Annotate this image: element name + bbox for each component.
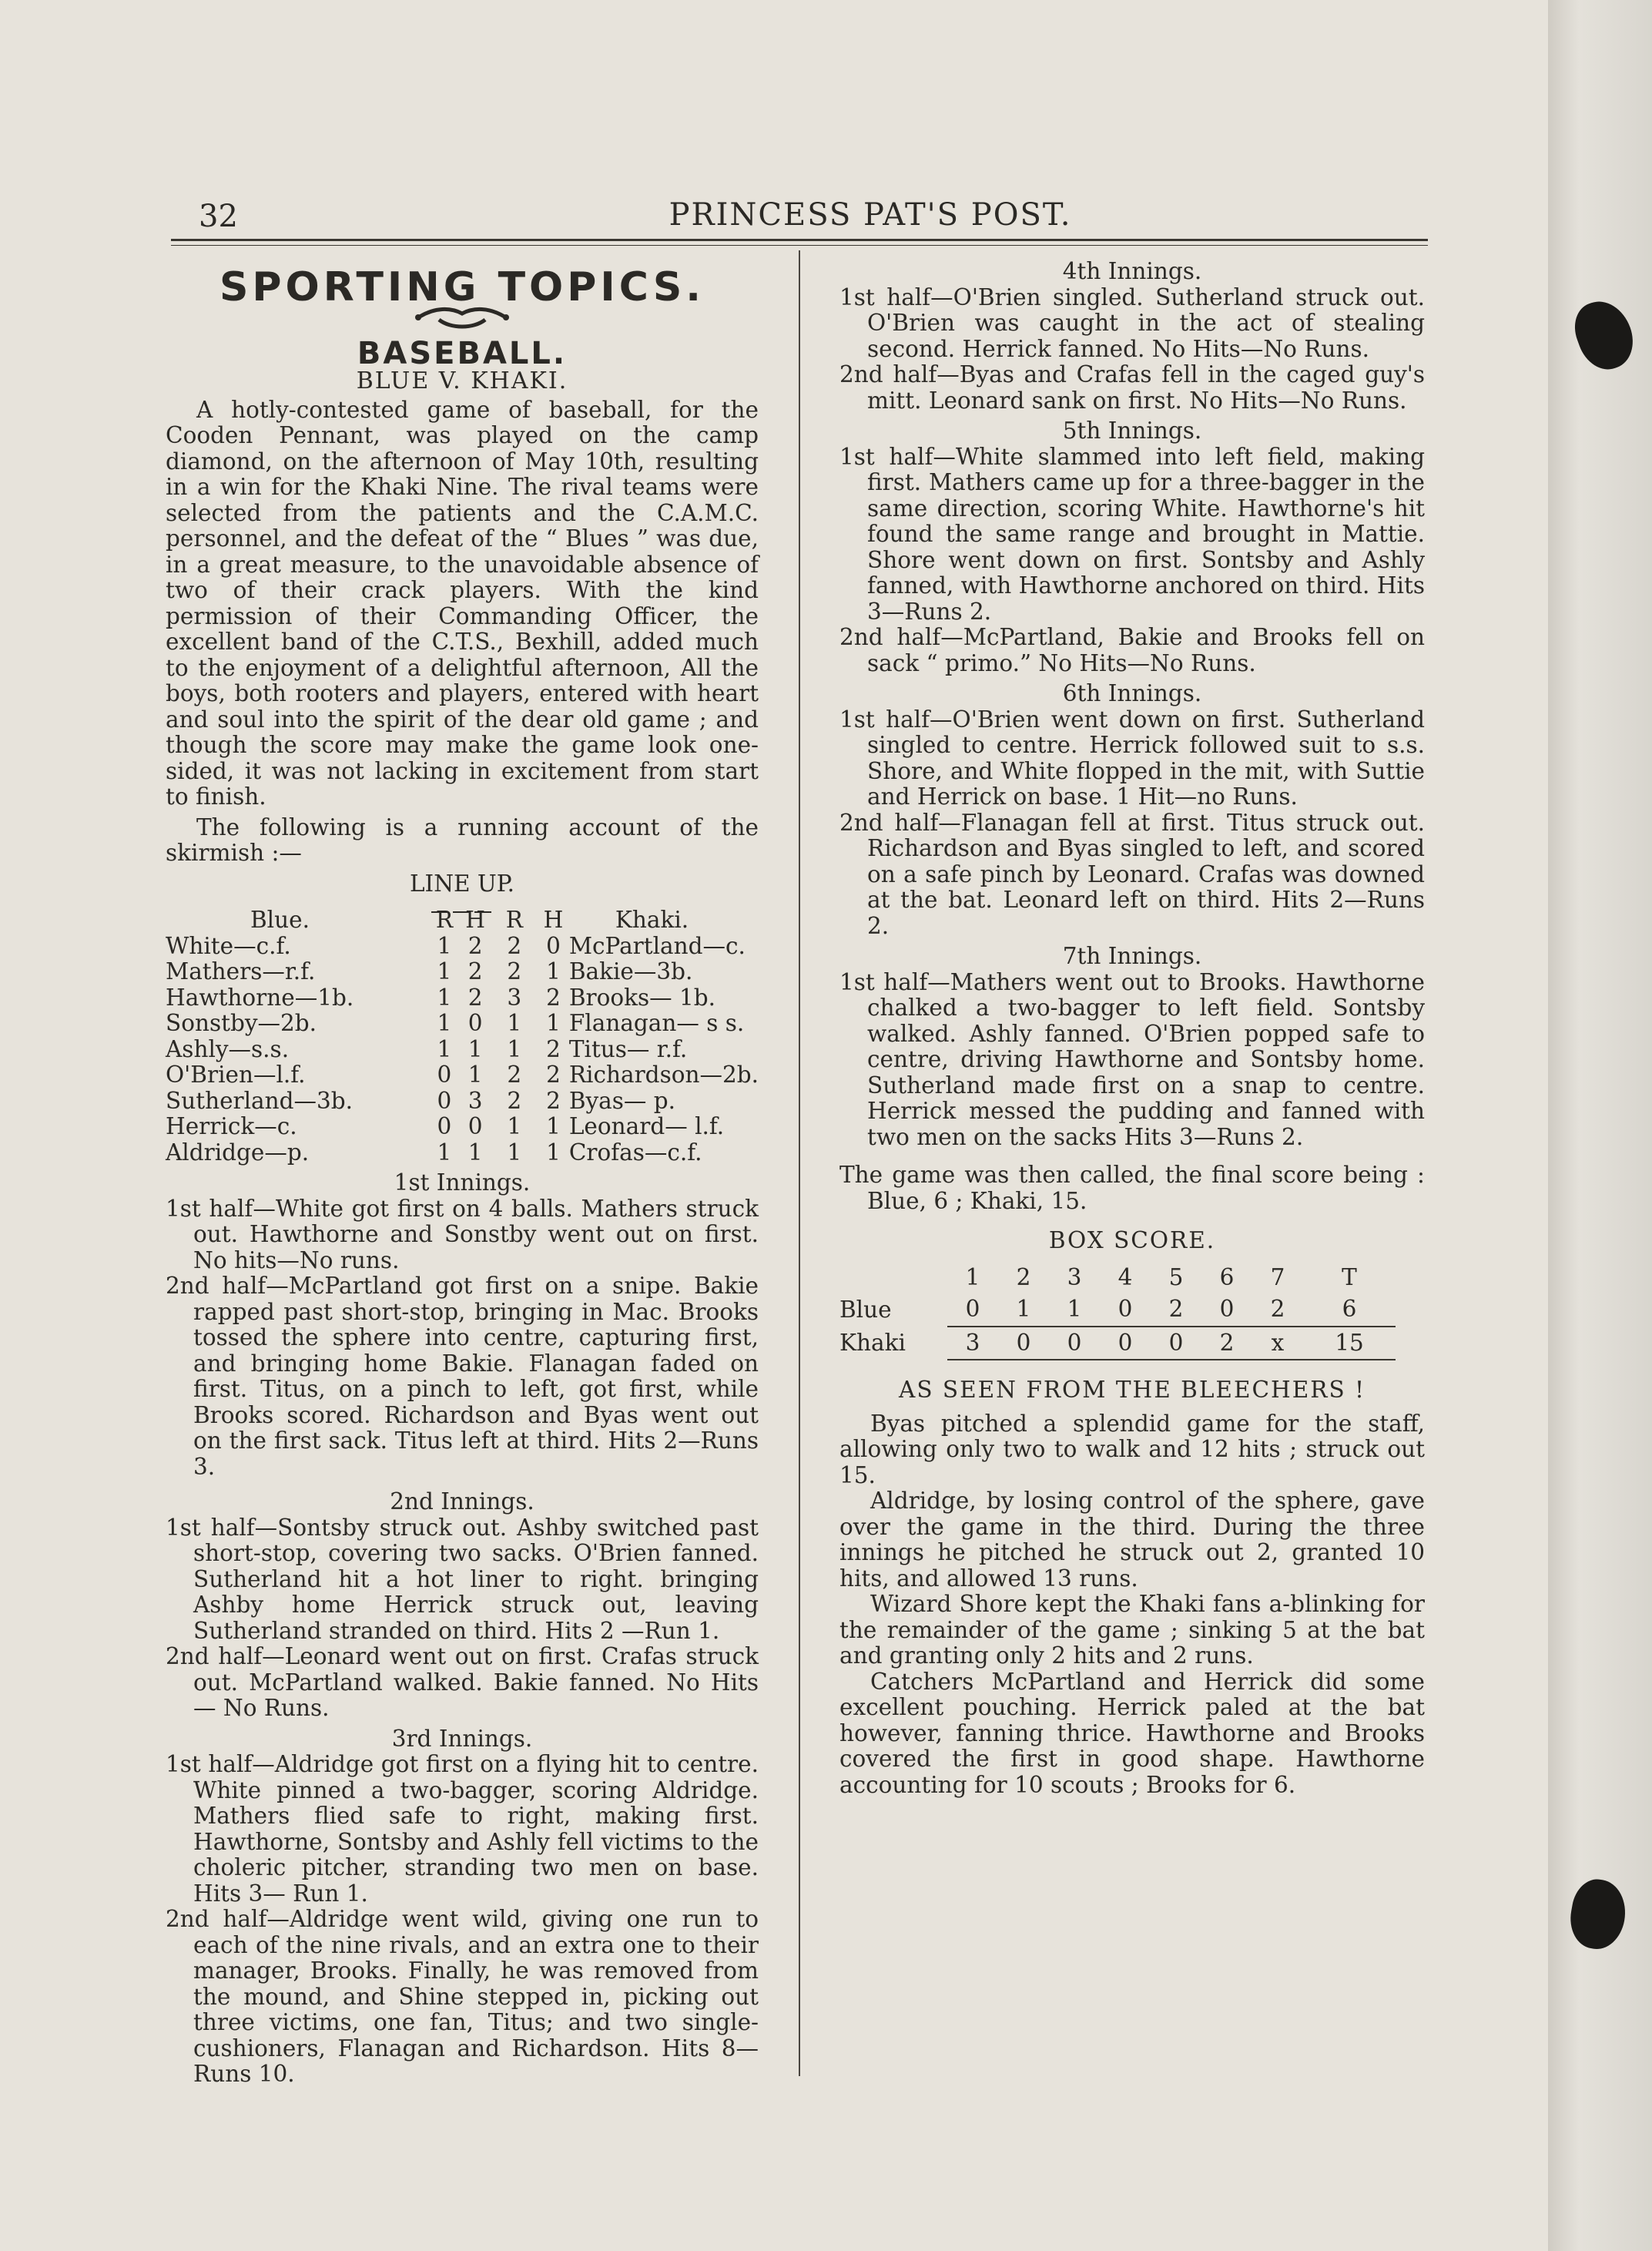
- box-cell: 0: [1049, 1327, 1100, 1360]
- blue-hits: 0: [467, 1010, 483, 1036]
- bleachers-paragraph: Wizard Shore kept the Khaki fans a-blinking for the remainder of the game ; sinking 5 at the bat and granting only 2 hits and 2 runs.: [839, 1591, 1425, 1669]
- lineup-row: [166, 1037, 759, 1063]
- blue-player: Herrick—c.: [166, 1113, 297, 1139]
- blue-runs: 1: [437, 1139, 452, 1166]
- box-col-header: 4: [1118, 1263, 1133, 1290]
- bleachers-paragraph: Aldridge, by losing control of the sphere, gave over the game in the third. During the three innings he pitched he struck out 2, granted 10 hits, and allowed 13 runs.: [839, 1488, 1425, 1592]
- box-cell: 15: [1303, 1327, 1396, 1360]
- masthead: PRINCESS PAT'S POST.: [669, 197, 1072, 233]
- innings-half: 1st half—White got first on 4 balls. Mathers struck out. Hawthorne and Sonstby went out on first. No hits—No runs.: [166, 1195, 759, 1273]
- khaki-player: Flanagan— s s.: [568, 1010, 745, 1036]
- blue-hits: 0: [467, 1113, 483, 1139]
- khaki-hits: 2: [546, 984, 561, 1011]
- khaki-hits: 1: [546, 1113, 561, 1139]
- innings-half: 2nd half—McPartland got first on a snipe. Bakie rapped past short-stop, bringing in Mac. Brooks tossed the sphere into centre, capturing first, and bringing home Bakie. Flanagan faded on first. Titus, on a pinch to left, got first, while Brooks scored. Richardson and Byas went out on the first sack. Titus left at third. Hits 2—Runs 3.: [166, 1273, 759, 1480]
- khaki-runs: 1: [507, 1139, 522, 1166]
- innings-half: 1st half—O'Brien went down on first. Sutherland singled to centre. Herrick followed suit to s.s. Shore, and White flopped in the mit, with Suttie and Herrick on base. 1 Hit—no Runs.: [839, 706, 1425, 810]
- bleachers-paragraph: Catchers McPartland and Herrick did some excellent pouching. Herrick paled at the bat however, fanning thrice. Hawthorne and Brooks covered the first in good shape. Hawthorne accounting for 10 scouts ; Brooks for 6.: [839, 1668, 1425, 1798]
- blue-player: Aldridge—p.: [166, 1139, 310, 1166]
- blue-player: O'Brien—l.f.: [166, 1062, 306, 1088]
- box-col-header: 5: [1168, 1263, 1184, 1290]
- innings-half: 1st half—White slammed into left field, making first. Mathers came up for a three-bagger in the same direction, scoring White. Hawthorne's hit found the same range and brought in Mattie. Shore went down on first. Sontsby and Ashly fanned, with Hawthorne anchored on third. Hits 3—Runs 2.: [839, 443, 1425, 625]
- innings-heading: 4th Innings.: [1062, 258, 1202, 284]
- khaki-hits: 1: [546, 1139, 561, 1166]
- box-team: Khaki: [839, 1329, 906, 1356]
- blue-runs: 0: [437, 1062, 452, 1088]
- khaki-runs: 1: [507, 1035, 522, 1062]
- box-cell: 0: [1151, 1327, 1201, 1360]
- box-score-row: [839, 1327, 1396, 1360]
- final-score: The game was then called, the final score being : Blue, 6 ; Khaki, 15.: [839, 1162, 1425, 1214]
- blue-hits: 2: [467, 958, 483, 985]
- right-column: [839, 254, 1425, 1798]
- box-cell: 0: [1201, 1293, 1252, 1327]
- blue-player: Mathers—r.f.: [166, 958, 316, 985]
- khaki-player: Crofas—c.f.: [568, 1139, 702, 1166]
- khaki-hits: 1: [546, 1010, 561, 1036]
- lineup-blue-header: Blue.: [250, 907, 310, 933]
- blue-runs: 1: [437, 1035, 452, 1062]
- intro-paragraph: A hotly-contested game of baseball, for the Cooden Pennant, was played on the camp diamond, on the afternoon of May 10th, resulting in a win for the Khaki Nine. The rival teams were selected from the patients and the C.A.M.C. personnel, and the defeat of the “ Blues ” was due, in a great measure, to the unavoidable absence of two of their crack players. With the kind permission of their Commanding Officer, the excellent band of the C.T.S., Bexhill, added much to the enjoyment of a delightful afternoon, All the boys, both rooters and players, entered with heart and soul into the spirit of the dear old game ; and though the score may make the game look one-sided, it was not lacking in excitement from start to finish.: [166, 396, 759, 810]
- blue-player: Hawthorne—1b.: [166, 984, 354, 1011]
- innings-half: 1st half—Mathers went out to Brooks. Hawthorne chalked a two-bagger to left field. Sontsby walked. Ashly fanned. O'Brien popped safe to centre, driving Hawthorne and Sontsby home. Sutherland made first on a snap to centre. Herrick messed the pudding and fanned with two men on the sacks Hits 3—Runs 2.: [839, 968, 1425, 1150]
- blue-runs: 1: [437, 984, 452, 1011]
- lineup-table: [166, 907, 759, 1166]
- box-cell: 0: [947, 1293, 998, 1327]
- box-cell: 0: [1100, 1327, 1151, 1360]
- box-col-header: T: [1342, 1263, 1357, 1290]
- khaki-runs: 1: [507, 1113, 522, 1139]
- lineup-row: [166, 1114, 759, 1140]
- innings-half: 1st half—Aldridge got first on a flying hit to centre. White pinned a two-bagger, scoring Aldridge. Mathers flied safe to right, making first. Hawthorne, Sontsby and Ashly fell victims to the choleric pitcher, stranding two men on base. Hits 3— Run 1.: [166, 1751, 759, 1907]
- khaki-player: Richardson—2b.: [568, 1062, 759, 1088]
- box-cell: 0: [1100, 1293, 1151, 1327]
- lineup-row: [166, 1011, 759, 1037]
- box-col-header: 3: [1067, 1263, 1082, 1290]
- khaki-runs: 2: [507, 958, 522, 985]
- box-score-header-row: [839, 1262, 1396, 1294]
- lineup-khaki-header: Khaki.: [615, 907, 689, 933]
- khaki-hits: 2: [546, 1035, 561, 1062]
- khaki-player: Titus— r.f.: [568, 1035, 688, 1062]
- box-cell: 1: [1049, 1293, 1100, 1327]
- khaki-runs: 3: [507, 984, 522, 1011]
- box-score-title: BOX SCORE.: [1048, 1227, 1216, 1253]
- box-col-header: 1: [965, 1263, 980, 1290]
- section-title: SPORTING TOPICS.: [219, 264, 705, 310]
- innings-half: 2nd half—Leonard went out on first. Crafas struck out. McPartland walked. Bakie fanned. No Hits— No Runs.: [166, 1643, 759, 1721]
- page-number: 32: [199, 199, 238, 234]
- bleachers-paragraph: Byas pitched a splendid game for the staff, allowing only two to walk and 12 hits ; struck out 15.: [839, 1410, 1425, 1488]
- blue-hits: 1: [467, 1035, 483, 1062]
- box-score-table: [839, 1262, 1396, 1361]
- innings-heading: 6th Innings.: [1062, 680, 1202, 706]
- blue-hits: 2: [467, 984, 483, 1011]
- innings-half: 1st half—Sontsby struck out. Ashby switched past short-stop, covering two sacks. O'Brien fanned. Sutherland hit a hot liner to right. bringing Ashby home Herrick struck out, leaving Sutherland stranded on third. Hits 2 —Run 1.: [166, 1514, 759, 1644]
- blue-hits: 3: [467, 1087, 483, 1114]
- blue-hits: 1: [467, 1062, 483, 1088]
- innings-half: 2nd half—McPartland, Bakie and Brooks fell on sack “ primo.” No Hits—No Runs.: [839, 624, 1425, 676]
- box-cell: 1: [998, 1293, 1049, 1327]
- lineup-h-header: H: [465, 907, 485, 933]
- lineup-h-header: H: [543, 907, 564, 933]
- innings-heading: 5th Innings.: [1062, 418, 1202, 444]
- blue-runs: 1: [437, 932, 452, 959]
- innings-half: 2nd half—Flanagan fell at first. Titus struck out. Richardson and Byas singled to left, and scored on a safe pinch by Leonard. Crafas was downed at the bat. Leonard left on third. Hits 2—Runs 2.: [839, 809, 1425, 939]
- box-col-header: 2: [1016, 1263, 1031, 1290]
- innings-half: 1st half—O'Brien singled. Sutherland struck out. O'Brien was caught in the act of stealing second. Herrick fanned. No Hits—No Runs.: [839, 283, 1425, 362]
- lineup-dash: [166, 897, 759, 907]
- blue-player: Sonstby—2b.: [166, 1010, 317, 1036]
- header-rule: [171, 239, 1428, 241]
- blue-runs: 0: [437, 1113, 452, 1139]
- lineup-row: [166, 1062, 759, 1089]
- innings-half: 2nd half—Byas and Crafas fell in the caged guy's mitt. Leonard sank on first. No Hits—No Runs.: [839, 361, 1425, 414]
- box-col-header: 7: [1270, 1263, 1285, 1290]
- lineup-heading: LINE UP.: [409, 870, 515, 897]
- left-column: [166, 266, 759, 2088]
- box-cell: 2: [1201, 1327, 1252, 1360]
- box-cell: x: [1252, 1327, 1303, 1360]
- khaki-player: Leonard— l.f.: [568, 1113, 725, 1139]
- box-cell: 0: [998, 1327, 1049, 1360]
- khaki-hits: 2: [546, 1087, 561, 1114]
- khaki-runs: 2: [507, 1062, 522, 1088]
- box-col-header: 6: [1219, 1263, 1235, 1290]
- box-score-row: [839, 1293, 1396, 1327]
- lineup-row: [166, 959, 759, 985]
- sport-heading: BASEBALL.: [357, 335, 568, 371]
- lineup-row: [166, 1140, 759, 1166]
- innings-heading: 1st Innings.: [394, 1169, 531, 1196]
- blue-runs: 1: [437, 958, 452, 985]
- box-team: Blue: [839, 1296, 892, 1323]
- blue-runs: 1: [437, 1010, 452, 1036]
- innings-heading: 2nd Innings.: [390, 1488, 534, 1515]
- khaki-hits: 2: [546, 1062, 561, 1088]
- box-cell: 3: [947, 1327, 998, 1360]
- blue-player: Sutherland—3b.: [166, 1087, 354, 1114]
- box-cell: 2: [1151, 1293, 1201, 1327]
- lineup-r-header: R: [505, 907, 523, 933]
- khaki-hits: 0: [546, 932, 561, 959]
- intro-paragraph: The following is a running account of the skirmish :—: [166, 814, 759, 866]
- khaki-player: Brooks— 1b.: [568, 984, 716, 1011]
- header-rule-thin: [171, 245, 1428, 246]
- matchup-heading: BLUE V. KHAKI.: [356, 367, 568, 394]
- khaki-player: Byas— p.: [568, 1087, 676, 1114]
- box-cell: 2: [1252, 1293, 1303, 1327]
- lineup-row: [166, 1089, 759, 1115]
- khaki-runs: 2: [507, 932, 522, 959]
- bleachers-heading: AS SEEN FROM THE BLEECHERS !: [899, 1377, 1365, 1403]
- blue-hits: 1: [467, 1139, 483, 1166]
- lineup-row: [166, 934, 759, 960]
- khaki-player: Bakie—3b.: [568, 958, 693, 985]
- lineup-r-header: R: [435, 907, 454, 933]
- khaki-hits: 1: [546, 958, 561, 985]
- blue-player: Ashly—s.s.: [166, 1035, 290, 1062]
- innings-heading: 3rd Innings.: [391, 1725, 533, 1752]
- box-cell: 6: [1303, 1293, 1396, 1327]
- khaki-runs: 2: [507, 1087, 522, 1114]
- khaki-player: McPartland—c.: [568, 932, 746, 959]
- innings-heading: 7th Innings.: [1062, 943, 1202, 969]
- blue-runs: 0: [437, 1087, 452, 1114]
- blue-hits: 2: [467, 932, 483, 959]
- blue-player: White—c.f.: [166, 932, 291, 959]
- innings-half: 2nd half—Aldridge went wild, giving one run to each of the nine rivals, and an extra one to their manager, Brooks. Finally, he was removed from the mound, and Shine stepped in, picking out three victims, one fan, Titus; and two single-cushioners, Flanagan and Richardson. Hits 8—Runs 10.: [166, 1906, 759, 2087]
- lineup-row: [166, 985, 759, 1011]
- column-rule: [799, 250, 800, 2076]
- khaki-runs: 1: [507, 1010, 522, 1036]
